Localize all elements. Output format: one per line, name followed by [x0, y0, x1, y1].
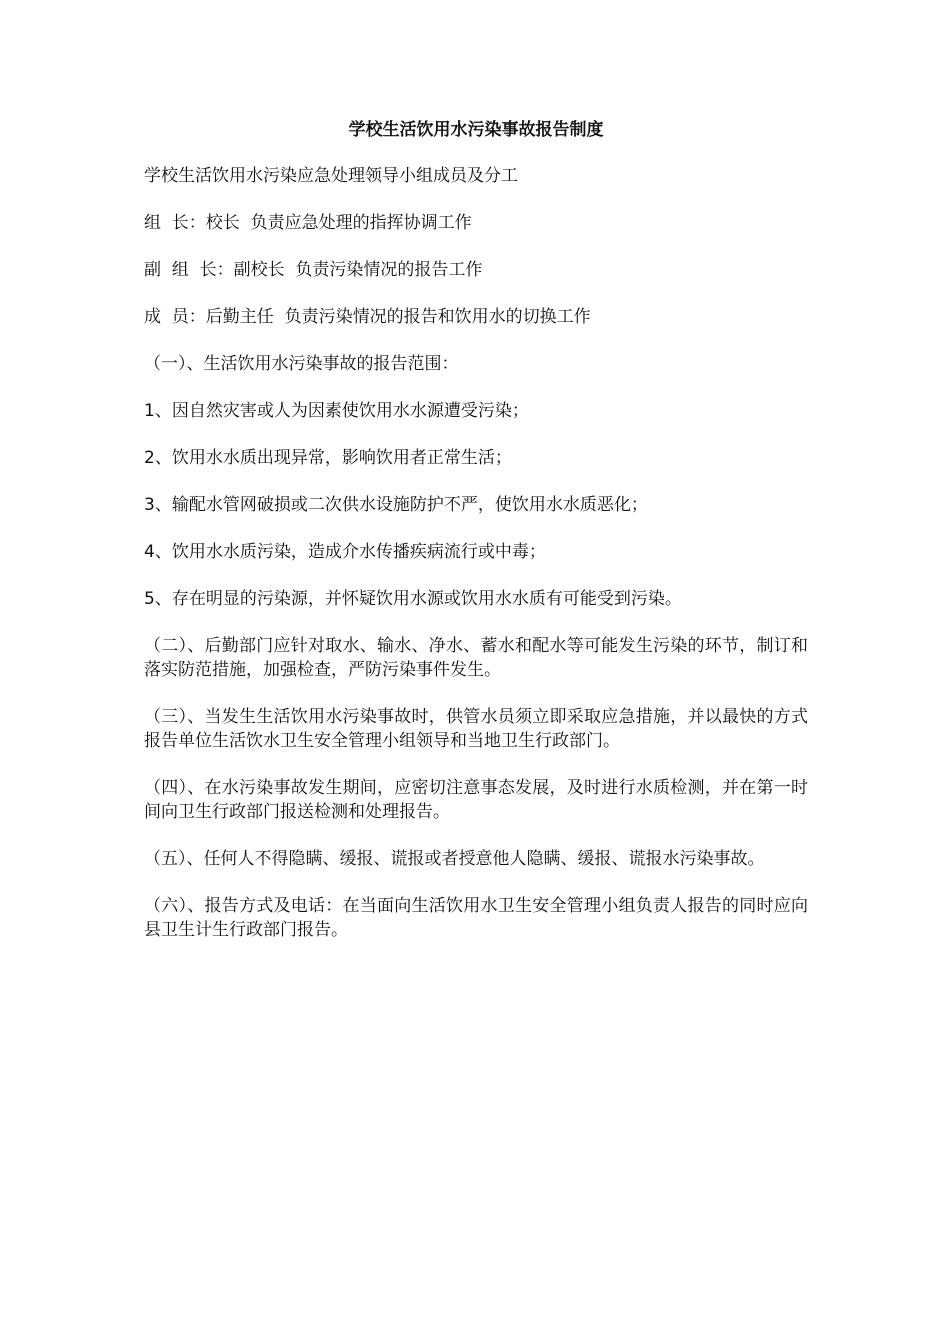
document-body	[144, 118, 808, 965]
member-staff: 成 员：后勤主任 负责污染情况的报告和饮用水的切换工作	[144, 307, 591, 327]
section3-paragraph: （三）、当发生生活饮用水污染事故时，供管水员须立即采取应急措施，并以最快的方式报告单位生活饮水卫生安全管理小组领导和当地卫生行政部门。	[144, 707, 808, 751]
intro-paragraph: 学校生活饮用水污染应急处理领导小组成员及分工	[144, 166, 518, 186]
member-deputy-leader: 副 组 长：副校长 负责污染情况的报告工作	[144, 260, 483, 280]
section6-paragraph: （六）、报告方式及电话：在当面向生活饮用水卫生安全管理小组负责人报告的同时应向县卫生计生行政部门报告。	[144, 896, 808, 940]
section4-paragraph: （四）、在水污染事故发生期间，应密切注意事态发展，及时进行水质检测，并在第一时间向卫生行政部门报送检测和处理报告。	[144, 778, 808, 822]
section1-item: 2、饮用水水质出现异常，影响饮用者正常生活；	[144, 448, 512, 468]
member-leader: 组 长：校长 负责应急处理的指挥协调工作	[144, 213, 472, 233]
section2-paragraph: （二）、后勤部门应针对取水、输水、净水、蓄水和配水等可能发生污染的环节，制订和落实防范措施，加强检查，严防污染事件发生。	[144, 636, 808, 680]
section1-item: 1、因自然灾害或人为因素使饮用水水源遭受污染；	[144, 401, 529, 421]
document-title: 学校生活饮用水污染事故报告制度	[348, 120, 604, 140]
section1-item: 3、输配水管网破损或二次供水设施防护不严，使饮用水水质恶化；	[144, 495, 648, 515]
section1-item: 4、饮用水水质污染，造成介水传播疾病流行或中毒；	[144, 542, 546, 562]
section1-item: 5、存在明显的污染源，并怀疑饮用水源或饮用水水质有可能受到污染。	[144, 589, 682, 609]
section5-paragraph: （五）、任何人不得隐瞒、缓报、谎报或者授意他人隐瞒、缓报、谎报水污染事故。	[144, 849, 765, 869]
section1-heading: （一）、生活饮用水污染事故的报告范围：	[144, 354, 459, 374]
